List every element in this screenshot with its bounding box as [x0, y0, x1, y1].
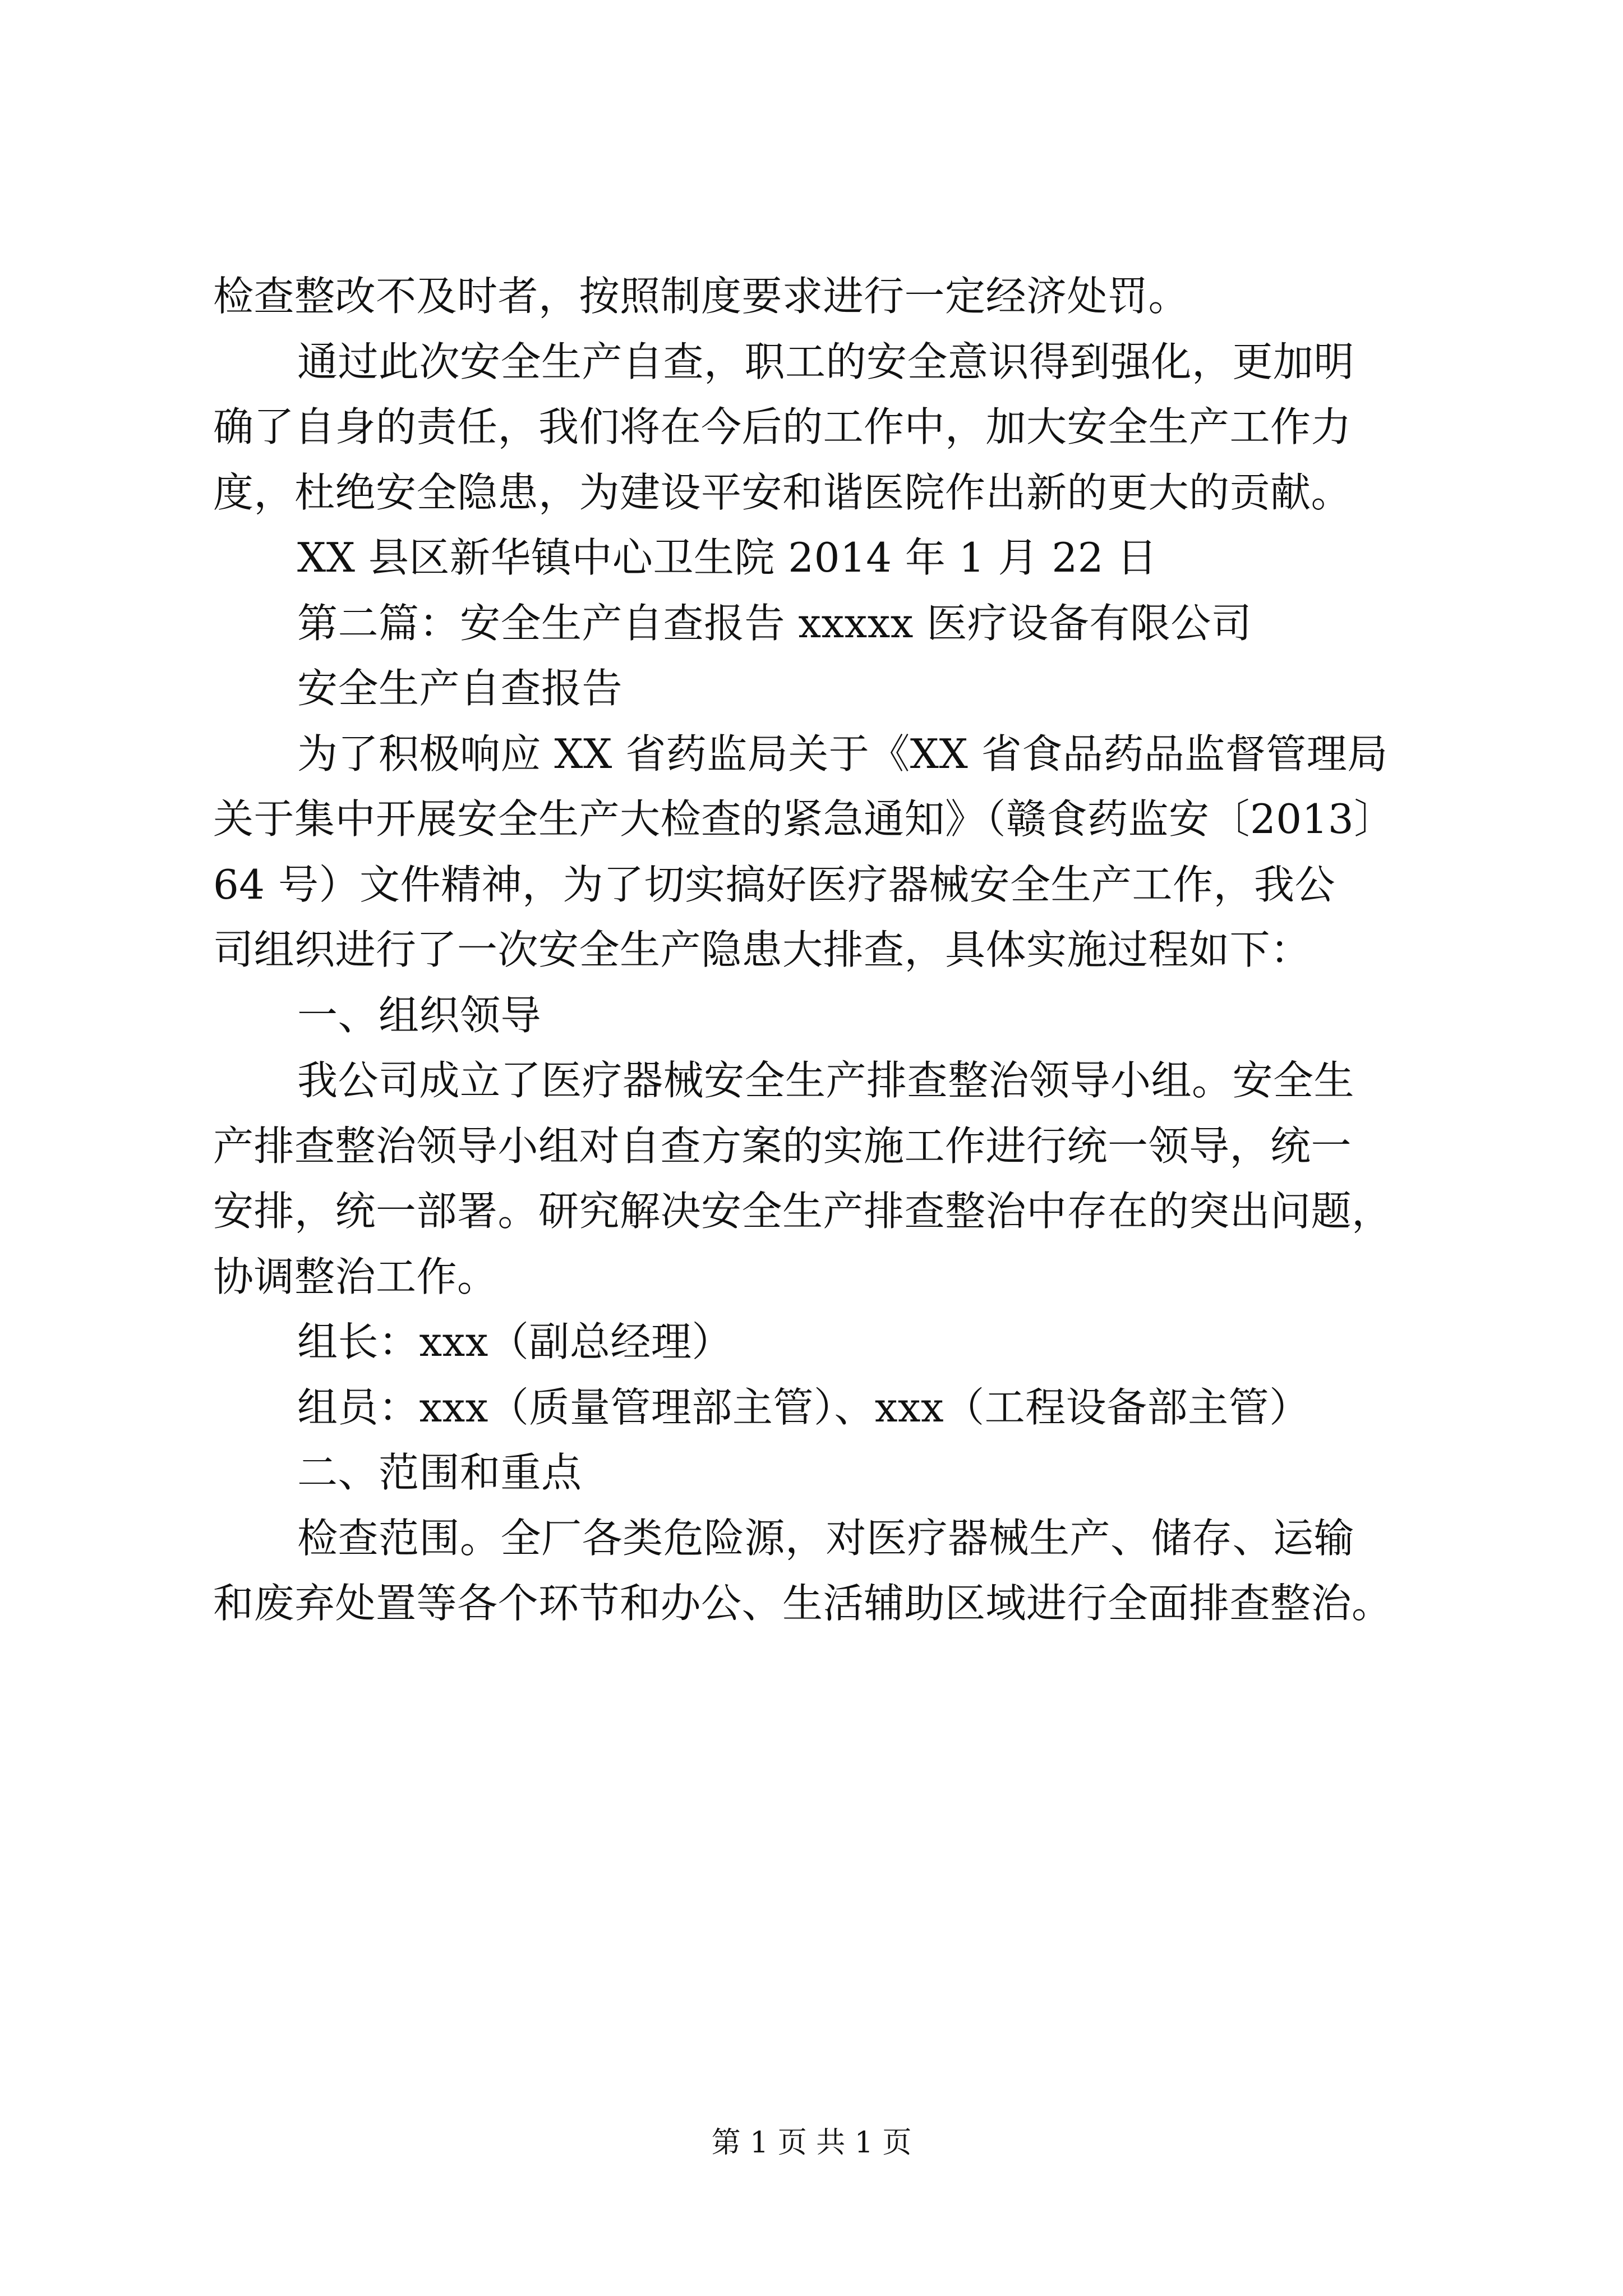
text-line: 确了自身的责任，我们将在今后的工作中，加大安全生产工作力: [213, 403, 1352, 450]
document-body: [213, 264, 1419, 1636]
text-line: 我公司成立了医疗器械安全生产排查整治领导小组。安全生: [297, 1057, 1355, 1104]
text-line: 安排，统一部署。研究解决安全生产排查整治中存在的突出问题，: [213, 1188, 1393, 1235]
report-title: 安全生产自查报告: [297, 665, 623, 712]
text-line: 64 号）文件精神，为了切实搞好医疗器械安全生产工作，我公: [213, 861, 1336, 908]
text-line: 检查范围。全厂各类危险源，对医疗器械生产、储存、运输: [297, 1514, 1355, 1562]
text-line: 度，杜绝安全隐患，为建设平安和谐医院作出新的更大的贡献。: [213, 468, 1352, 516]
text-line: 产排查整治领导小组对自查方案的实施工作进行统一领导，统一: [213, 1122, 1352, 1170]
text-line: 关于集中开展安全生产大检查的紧急通知》（赣食药监安〔2013〕: [213, 795, 1395, 843]
text-line: 组长：xxx（副总经理）: [297, 1318, 732, 1365]
text-line: 司组织进行了一次安全生产隐患大排查，具体实施过程如下：: [213, 926, 1311, 973]
subsection-heading: 二、范围和重点: [297, 1449, 582, 1496]
section-heading: 第二篇：安全生产自查报告 xxxxx 医疗设备有限公司: [297, 599, 1252, 647]
text-line: 为了积极响应 XX 省药监局关于《XX 省食品药品监督管理局: [297, 730, 1388, 777]
signature-line: XX 县区新华镇中心卫生院 2014 年 1 月 22 日: [297, 534, 1158, 581]
text-line: 和废弃处置等各个环节和办公、生活辅助区域进行全面排查整治。: [213, 1580, 1393, 1627]
subsection-heading: 一、组织领导: [297, 991, 542, 1039]
text-line: 检查整改不及时者，按照制度要求进行一定经济处罚。: [213, 273, 1189, 320]
page-number: 第 1 页 共 1 页: [711, 2126, 912, 2160]
text-line: 通过此次安全生产自查，职工的安全意识得到强化，更加明: [297, 338, 1355, 385]
text-line: 协调整治工作。: [213, 1253, 498, 1300]
page-footer: [0, 2126, 1623, 2160]
text-line: 组员：xxx（质量管理部主管）、xxx（工程设备部主管）: [297, 1383, 1310, 1431]
